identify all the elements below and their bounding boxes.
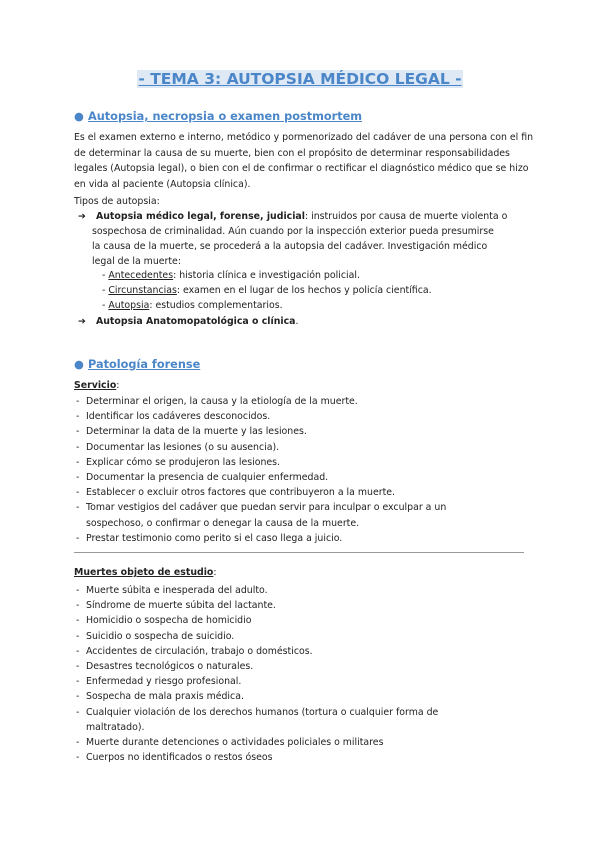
- list-item: - Desastres tecnológicos o naturales.: [76, 661, 254, 673]
- list-item: - Cuerpos no identificados o restos óseos: [76, 752, 273, 764]
- bullet-icon: ●: [74, 358, 84, 371]
- sub-item-autopsia: [102, 298, 283, 313]
- type-2-end: .: [295, 316, 299, 327]
- servicio-label-text: Servicio: [74, 380, 117, 391]
- types-intro: Tipos de autopsia:: [74, 196, 160, 207]
- list-item: - Tomar vestigios del cadáver que puedan servir para inculpar o exculpar a un sospechoso, o confirmar o denegar la causa de la muerte.: [76, 502, 447, 529]
- bullet-icon: ●: [74, 110, 84, 123]
- list-item: - Prestar testimonio como perito si el caso llega a juicio.: [76, 532, 343, 544]
- sub-item-text: : examen en el lugar de los hechos y policía científica.: [176, 285, 432, 296]
- type-2-name: Autopsia Anatomopatológica o clínica: [96, 316, 296, 327]
- list-item: - Establecer o excluir otros factores que contribuyeron a la muerte.: [76, 487, 395, 499]
- sub-item-text: : historia clínica e investigación policial.: [173, 270, 360, 281]
- page-title: [0, 70, 600, 88]
- list-item: - Muerte durante detenciones o actividades policiales o militares: [76, 737, 384, 749]
- list-item: - Síndrome de muerte súbita del lactante.: [76, 600, 276, 612]
- sub-item-antecedentes: [102, 268, 360, 283]
- list-item: - Enfermedad y riesgo profesional.: [76, 676, 242, 688]
- list-item: - Identificar los cadáveres desconocidos.: [76, 411, 271, 423]
- servicio-list: [76, 394, 496, 546]
- type-2-line: [78, 314, 298, 329]
- sub-item-term: Antecedentes: [108, 270, 174, 281]
- section-heading-text: Autopsia, necropsia o examen postmortem: [88, 110, 363, 123]
- list-item: - Muerte súbita e inesperada del adulto.: [76, 585, 268, 596]
- type-1-line-3: la causa de la muerte, se procederá a la autopsia del cadáver. Investigación médico: [92, 241, 488, 252]
- muertes-label-text: Muertes objeto de estudio: [74, 567, 214, 578]
- list-item: - Homicidio o sospecha de homicidio: [76, 615, 252, 627]
- colon: :: [213, 567, 217, 578]
- list-item: - Determinar el origen, la causa y la etiología de la muerte.: [76, 396, 358, 407]
- dash-icon: -: [102, 270, 106, 281]
- list-item: - Sospecha de mala praxis médica.: [76, 691, 244, 703]
- definition-paragraph: Es el examen externo e interno, metódico y pormenorizado del cadáver de una persona con el fin de determinar la causa de su muerte, bien con el propósito de determinar responsabilidades legales (Autopsia legal), o bien con el de confirmar o rectificar el diagnóstico médico que se hizo en vida al paciente (Autopsia clínica).: [74, 132, 534, 190]
- sub-item-term: Autopsia: [108, 300, 150, 311]
- servicio-label: [74, 378, 119, 393]
- list-item: - Cualquier violación de los derechos humanos (tortura o cualquier forma de maltratado).: [76, 706, 439, 733]
- list-item: - Accidentes de circulación, trabajo o domésticos.: [76, 645, 313, 657]
- list-item: - Suicidio o sospecha de suicidio.: [76, 630, 235, 642]
- sub-item-circunstancias: [102, 283, 432, 298]
- type-1-text: : instruidos por causa de muerte violenta o: [304, 211, 508, 222]
- section-heading-autopsia: [74, 110, 362, 123]
- dash-icon: -: [102, 300, 106, 311]
- muertes-label: [74, 565, 217, 580]
- arrow-icon: ➔: [78, 211, 86, 222]
- arrow-icon: ➔: [78, 316, 86, 327]
- type-1-name: Autopsia médico legal, forense, judicial: [96, 211, 305, 222]
- sub-item-term: Circunstancias: [108, 285, 177, 296]
- dash-icon: -: [102, 285, 106, 296]
- sub-item-text: : estudios complementarios.: [149, 300, 283, 311]
- type-1-line-2: sospechosa de criminalidad. Aún cuando por la inspección exterior pueda presumirse: [92, 226, 494, 237]
- section-heading-text: Patología forense: [88, 358, 201, 371]
- divider-line: [74, 552, 524, 553]
- page-title-text: - TEMA 3: AUTOPSIA MÉDICO LEGAL -: [138, 70, 462, 88]
- type-1-line-1: [78, 209, 507, 224]
- type-1-line-4: legal de la muerte:: [92, 256, 181, 267]
- list-item: - Documentar la presencia de cualquier enfermedad.: [76, 472, 329, 484]
- list-item: - Documentar las lesiones (o su ausencia).: [76, 441, 280, 453]
- list-item: - Determinar la data de la muerte y las lesiones.: [76, 426, 307, 438]
- list-item: - Explicar cómo se produjeron las lesiones.: [76, 456, 281, 468]
- section-heading-patologia: [74, 358, 200, 371]
- muertes-list: [76, 583, 496, 765]
- colon: :: [116, 380, 120, 391]
